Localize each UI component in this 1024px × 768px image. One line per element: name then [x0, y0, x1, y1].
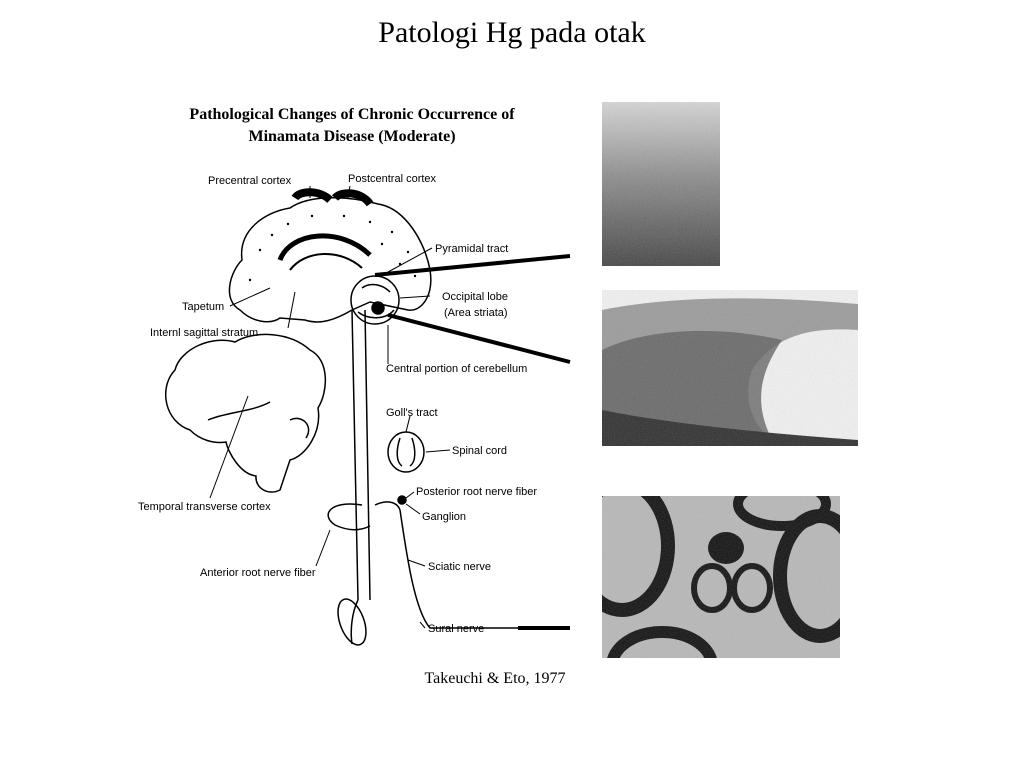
label-precentral-cortex: Precentral cortex — [208, 175, 292, 187]
label-area-striata: (Area striata) — [444, 307, 508, 319]
diagram-subtitle — [140, 104, 564, 148]
spinal-cord-section — [388, 432, 424, 472]
subtitle-line-2: Minamata Disease (Moderate) — [248, 128, 456, 145]
label-golls-tract: Goll's tract — [386, 407, 438, 419]
slide-title: Patologi Hg pada otak — [378, 16, 646, 49]
label-interni-sagittal-stratum: Internl sagittal stratum — [150, 327, 259, 339]
cortex-stipple — [249, 215, 416, 281]
citation: Takeuchi & Eto, 1977 — [424, 670, 566, 687]
label-central-portion-cerebellum: Central portion of cerebellum — [386, 363, 528, 375]
label-posterior-root-nerve-fiber: Posterior root nerve fiber — [416, 486, 538, 498]
sagittal-brain — [229, 192, 430, 600]
nerve-fiber-micrograph — [602, 496, 840, 658]
label-temporal-transverse-cortex: Temporal transverse cortex — [138, 501, 271, 513]
label-anterior-root-nerve-fiber: Anterior root nerve fiber — [200, 567, 316, 579]
label-pyramidal-tract: Pyramidal tract — [435, 243, 509, 255]
pointer-line-cerebellum — [388, 315, 570, 362]
lateral-brain — [166, 334, 326, 492]
label-postcentral-cortex: Postcentral cortex — [348, 173, 437, 185]
subtitle-line-1: Pathological Changes of Chronic Occurrence of — [189, 106, 515, 123]
label-spinal-cord: Spinal cord — [452, 445, 508, 457]
nervous-system-diagram — [130, 160, 580, 650]
cerebellum-micrograph — [602, 290, 858, 446]
cortex-micrograph — [602, 102, 720, 266]
label-sural-nerve: Sural nerve — [428, 623, 485, 635]
label-tapetum: Tapetum — [182, 301, 225, 313]
pointer-line-cortex — [375, 256, 570, 275]
label-occipital-lobe: Occipital lobe — [442, 291, 509, 303]
label-sciatic-nerve: Sciatic nerve — [428, 561, 491, 573]
label-ganglion: Ganglion — [422, 511, 467, 523]
